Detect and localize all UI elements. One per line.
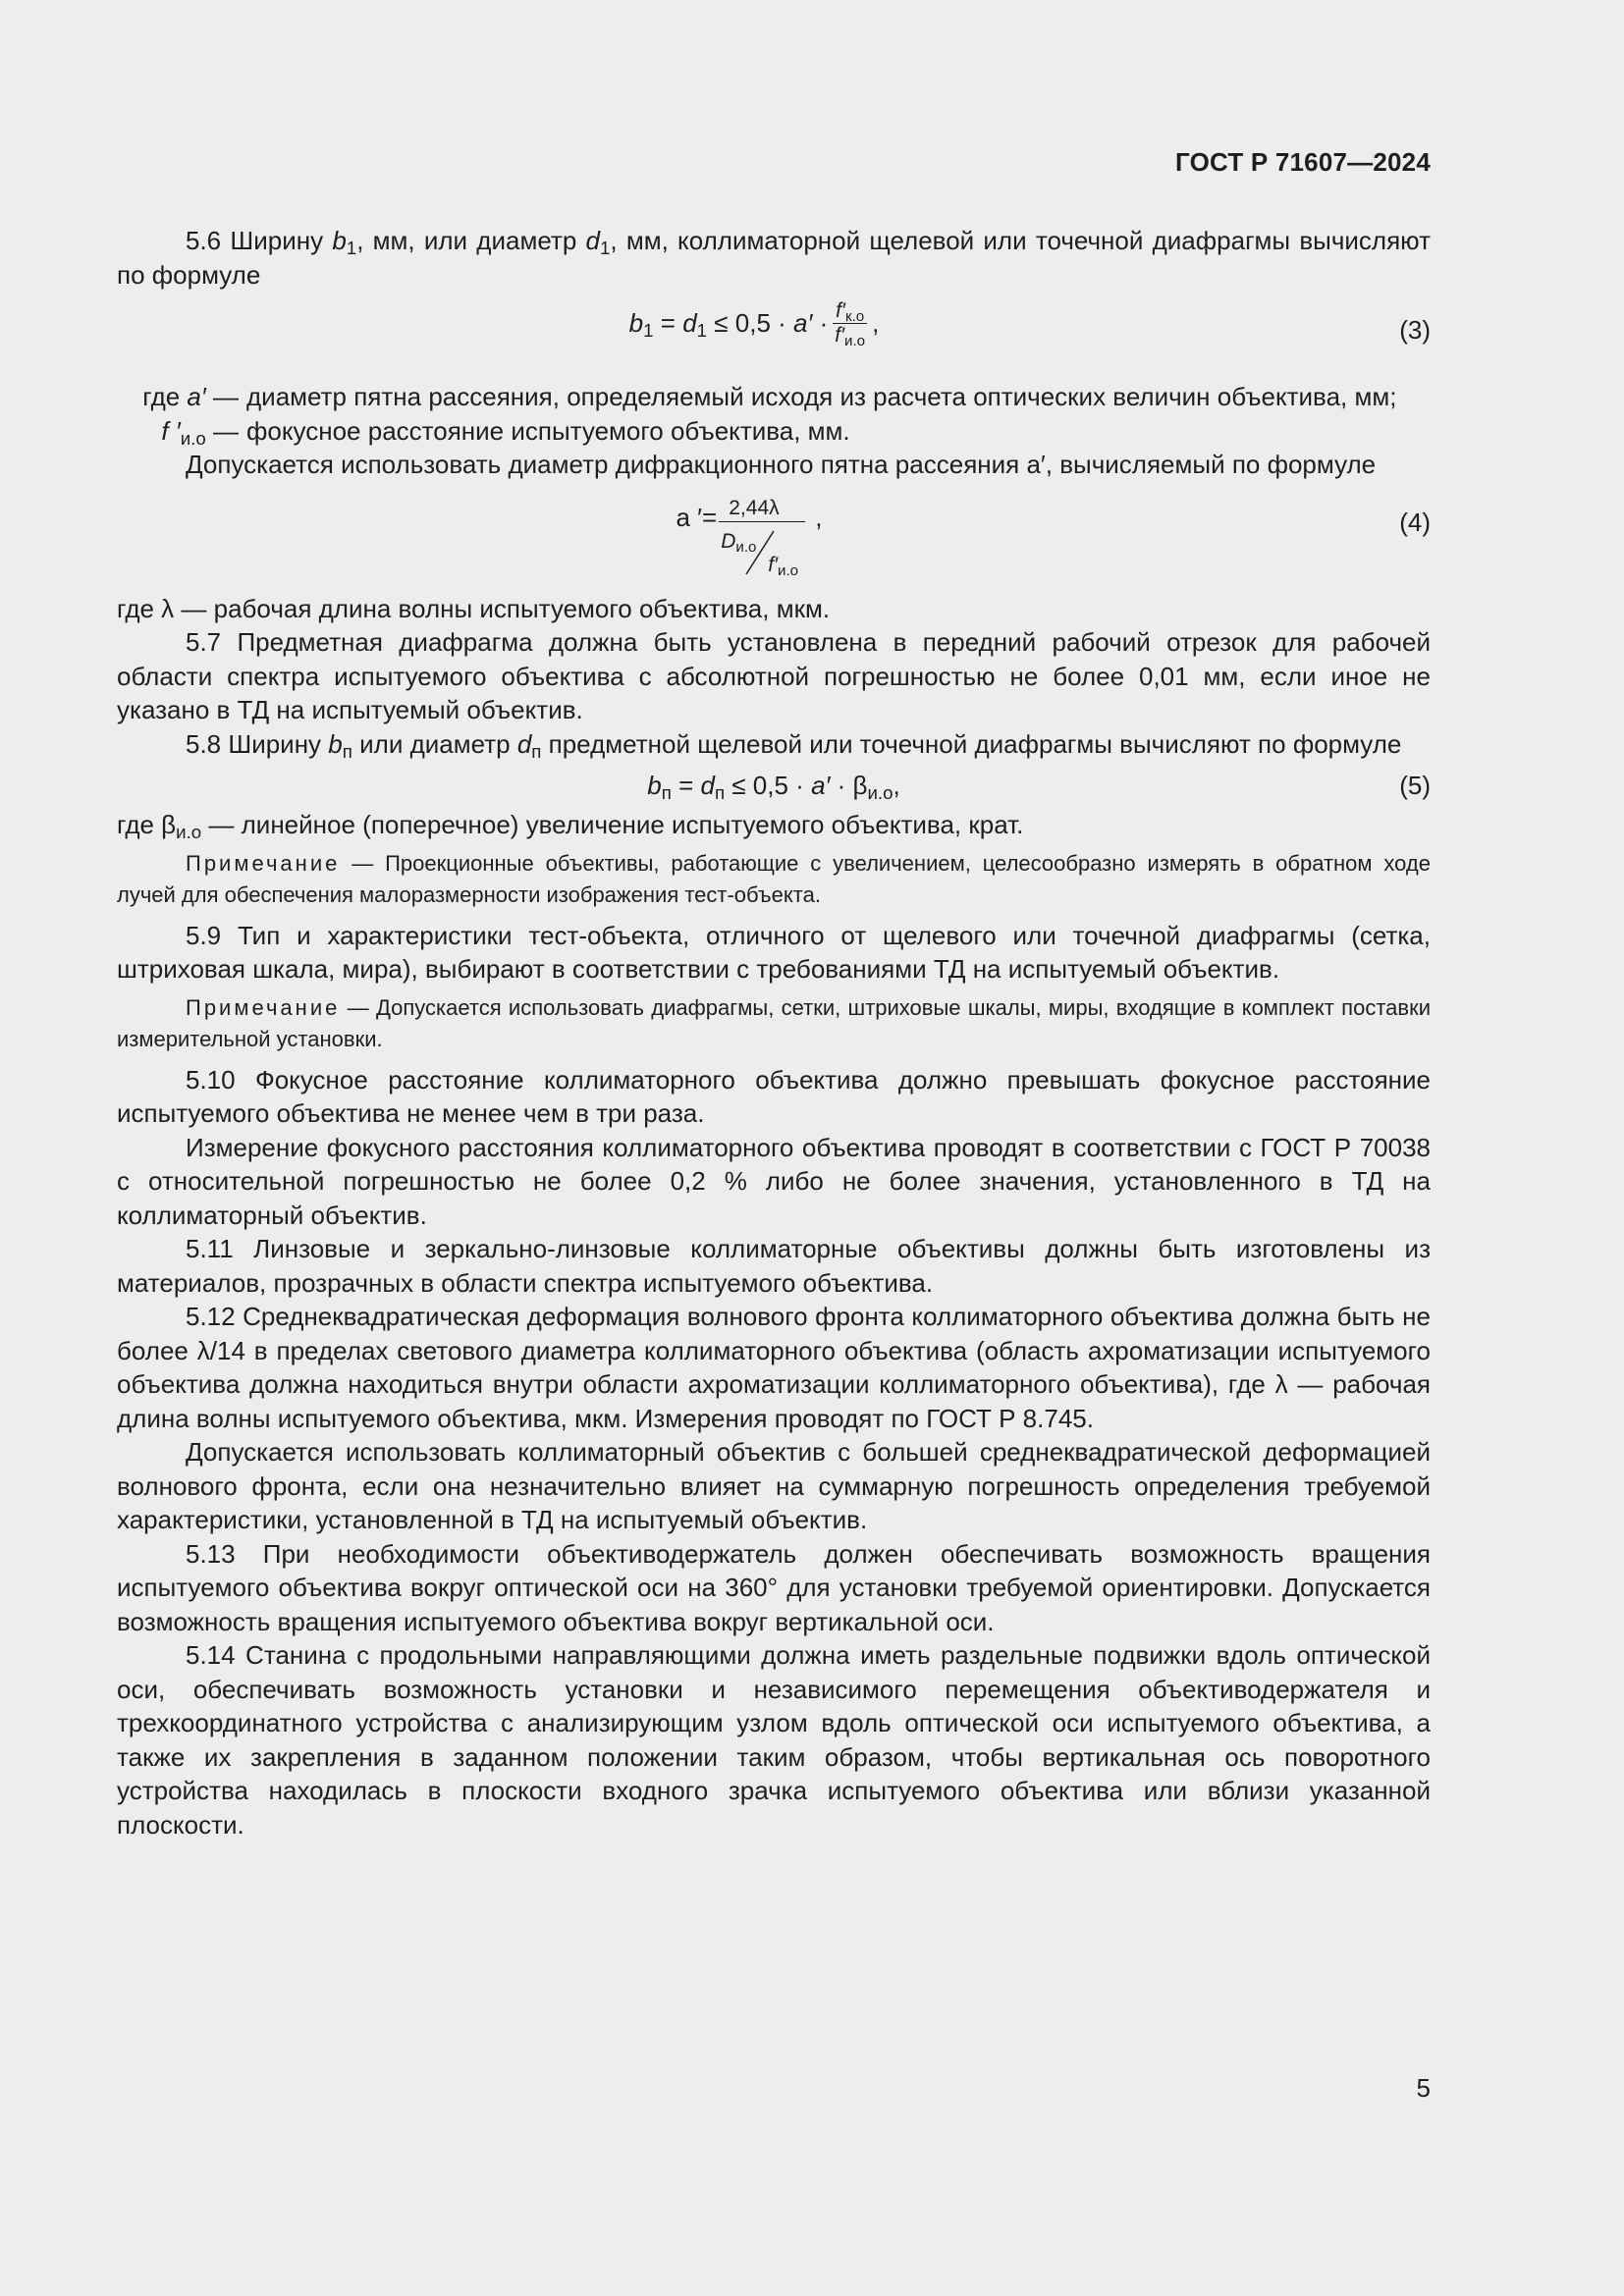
paragraph-5-13: 5.13 При необходимости объективодержатель должен обеспечивать возможность вращения испытуемого объектива вокруг оптической оси на 360° для установки требуемой ориентировки. Допускается возможность вращения испытуемого объектива вокруг вертикальной оси. <box>117 1538 1431 1636</box>
formula-3: $b_1 = d_1 \le 0,5 \cdot a'$ · $\frac{f'_{к.о}}{f'_{и.о}}$ , (3) <box>628 299 1431 350</box>
formula-5: $b_п = d_п \le 0,5 \cdot a' \cdot \beta_{и.о}$, (5) <box>647 771 1431 804</box>
paragraph-5-10-measurement: Измерение фокусного расстояния коллиматорного объектива проводят в соответствии с ГОСТ Р 70038 с относительной погрешностью не более 0,2 % либо не более значения, установленного в ТД на коллиматорный объектив. <box>117 1132 1431 1230</box>
formula-4: a ′= 2,44λ $D_{и.о}$ $f'_{и.о}$ , (4) <box>117 482 1431 592</box>
page-number: 5 <box>1416 2073 1431 2103</box>
paragraph-5-7: 5.7 Предметная диафрагма должна быть установлена в передний рабочий отрезок для рабочей области спектра испытуемого объектива с абсолютной погрешностью не более 0,01 мм, если иное не указано в ТД на испытуемый объектив. <box>117 627 1431 724</box>
note-1: Примечание — Проекционные объективы, работающие с увеличением, целесообразно измерять в обратном ходе лучей для обеспечения малоразмерности изображения тест-объекта. <box>117 850 1431 907</box>
where-term-a: где a′ — <box>142 382 239 411</box>
where-list-3 <box>117 380 1431 448</box>
slash-divider <box>717 488 815 576</box>
document-header: ГОСТ Р 71607—2024 <box>1175 147 1431 177</box>
where-beta: где $\beta_{и.о}$ — линейное (поперечное) увеличение испытуемого объектива, крат. <box>117 810 1024 843</box>
where-term-f: f $'_{и.о}$ — <box>161 415 239 449</box>
paragraph-diffraction: Допускается использовать диаметр дифракционного пятна рассеяния a′, вычисляемый по формуле <box>186 450 1377 479</box>
paragraph-5-12-allowance: Допускается использовать коллиматорный объектив с большей среднеквадратической деформацией волнового фронта, если она незначительно влияет на суммарную погрешность определения требуемой характеристики, установленной в ТД на испытуемый объектив. <box>117 1437 1431 1534</box>
paragraph-5-10: 5.10 Фокусное расстояние коллиматорного объектива должно превышать фокусное расстояние испытуемого объектива не менее чем в три раза. <box>117 1064 1431 1128</box>
where-def-f: фокусное расстояние испытуемого объектива, мм. <box>246 415 850 446</box>
paragraph-5-9: 5.9 Тип и характеристики тест-объекта, отличного от щелевого или точечной диафрагмы (сетка, штриховая шкала, мира), выбирают в соответствии с требованиями ТД на испытуемый объектив. <box>117 920 1431 984</box>
paragraph-5-14: 5.14 Станина с продольными направляющими должна иметь раздельные подвижки вдоль оптической оси, обеспечивать возможность установки и независимого перемещения объективодержателя и трехкоординатного устройства с анализирующим узлом вдоль оптической оси испытуемого объектива, а также их закрепления в заданном положении таким образом, чтобы вертикальная ось поворотного устройства находилась в плоскости входного зрачка испытуемого объектива или вблизи указанной плоскости. <box>117 1640 1431 1840</box>
fraction-diffraction: 2,44λ $D_{и.о}$ $f'_{и.о}$ <box>717 488 815 576</box>
where-def-a: диаметр пятна рассеяния, определяемый исходя из расчета оптических величин объектива, мм; <box>246 382 1397 411</box>
fraction-f-ko-over-f-io: $\frac{f'_{к.о}}{f'_{и.о}}$ <box>832 299 868 347</box>
formula-number-4: (4) <box>1399 507 1431 537</box>
formula-number-3: (3) <box>1399 315 1431 345</box>
paragraph-5-12: 5.12 Среднеквадратическая деформация волнового фронта коллиматорного объектива должна быть не более λ/14 в пределах светового диаметра коллиматорного объектива (область ахроматизации испытуемого объектива должна находиться внутри области ахроматизации коллиматорного объектива), где λ — рабочая длина волны испытуемого объектива, мкм. Измерения проводят по ГОСТ Р 8.745. <box>117 1302 1431 1433</box>
note-2: Примечание — Допускается использовать диафрагмы, сетки, штриховые шкалы, миры, входящие в комплект поставки измерительной установки. <box>117 994 1431 1051</box>
paragraph-5-11: 5.11 Линзовые и зеркально-линзовые коллиматорные объективы должны быть изготовлены из материалов, прозрачных в области спектра испытуемого объектива. <box>117 1234 1431 1298</box>
formula-number-5: (5) <box>1399 771 1431 800</box>
where-lambda: где λ — рабочая длина волны испытуемого объектива, мкм. <box>117 593 831 623</box>
paragraph-5-6: 5.6 Ширину $b_1$, мм, или диаметр $d_1$, мм, коллиматорной щелевой или точечной диафрагмы вычисляют по формуле <box>117 226 1431 290</box>
document-body <box>117 224 1431 1842</box>
paragraph-5-8: 5.8 Ширину $b_п$ или диаметр $d_п$ предметной щелевой или точечной диафрагмы вычисляют по формуле <box>186 728 1402 762</box>
